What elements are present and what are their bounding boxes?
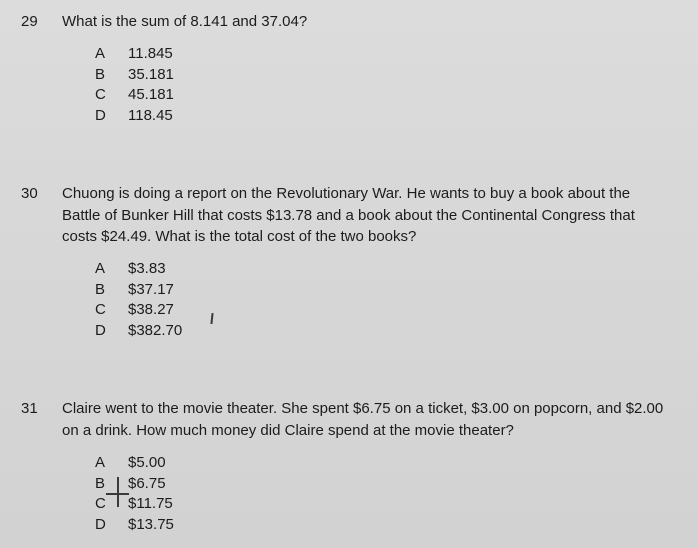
pencil-mark xyxy=(106,493,129,495)
question-text-line: Claire went to the movie theater. She spent $6.75 on a ticket, $3.00 on popcorn, and $2.00 xyxy=(62,400,664,417)
question-number: 31 xyxy=(21,400,38,417)
choice-letter: C xyxy=(95,86,106,103)
choice-letter: C xyxy=(95,301,106,318)
choice-letter: C xyxy=(95,495,106,512)
choice-value: $5.00 xyxy=(128,454,166,471)
question-text-line: on a drink. How much money did Claire spend at the movie theater? xyxy=(62,421,514,439)
question-text xyxy=(62,11,662,33)
pencil-mark xyxy=(117,477,119,507)
answer-choices xyxy=(95,44,174,126)
choice-value: 45.181 xyxy=(128,86,174,103)
question-text xyxy=(62,183,662,248)
answer-choice-b[interactable] xyxy=(95,474,174,495)
answer-choice-c[interactable] xyxy=(95,300,182,321)
question-text-line: Chuong is doing a report on the Revolutionary War. He wants to buy a book about the xyxy=(62,185,631,202)
choice-letter: A xyxy=(95,45,106,62)
choice-letter: D xyxy=(95,106,106,124)
answer-choice-d[interactable] xyxy=(95,321,182,342)
question-number: 29 xyxy=(21,13,38,30)
answer-choice-b[interactable] xyxy=(95,65,174,86)
answer-choice-a[interactable] xyxy=(95,44,174,65)
choice-letter: A xyxy=(95,454,106,471)
question-text-line: costs $24.49. What is the total cost of the two books? xyxy=(62,228,417,245)
answer-choice-c[interactable] xyxy=(95,494,174,515)
choice-letter: B xyxy=(95,65,106,83)
choice-letter: A xyxy=(95,260,106,277)
choice-value: $6.75 xyxy=(128,474,166,492)
choice-value: $37.17 xyxy=(128,280,174,298)
question-number: 30 xyxy=(21,185,38,202)
answer-choice-a[interactable] xyxy=(95,453,174,474)
answer-choice-b[interactable] xyxy=(95,280,182,301)
choice-value: 35.181 xyxy=(128,65,174,83)
answer-choice-d[interactable] xyxy=(95,515,174,536)
answer-choice-a[interactable] xyxy=(95,259,182,280)
choice-value: $13.75 xyxy=(128,515,174,533)
choice-letter: D xyxy=(95,515,106,533)
choice-value: $11.75 xyxy=(128,495,173,512)
choice-value: 118.45 xyxy=(128,106,173,124)
choice-value: 11.845 xyxy=(128,45,173,62)
question-text-line: What is the sum of 8.141 and 37.04? xyxy=(62,13,308,30)
choice-value: $3.83 xyxy=(128,260,166,277)
answer-choices xyxy=(95,259,182,341)
pencil-mark xyxy=(210,313,213,324)
choice-letter: D xyxy=(95,321,106,339)
question-text-line: Battle of Bunker Hill that costs $13.78 and a book about the Continental Congress that xyxy=(62,206,635,224)
choice-letter: B xyxy=(95,474,106,492)
question-text xyxy=(62,398,662,441)
answer-choice-c[interactable] xyxy=(95,85,174,106)
choice-value: $382.70 xyxy=(128,321,183,339)
answer-choice-d[interactable] xyxy=(95,106,174,127)
choice-letter: B xyxy=(95,280,106,298)
choice-value: $38.27 xyxy=(128,301,174,318)
